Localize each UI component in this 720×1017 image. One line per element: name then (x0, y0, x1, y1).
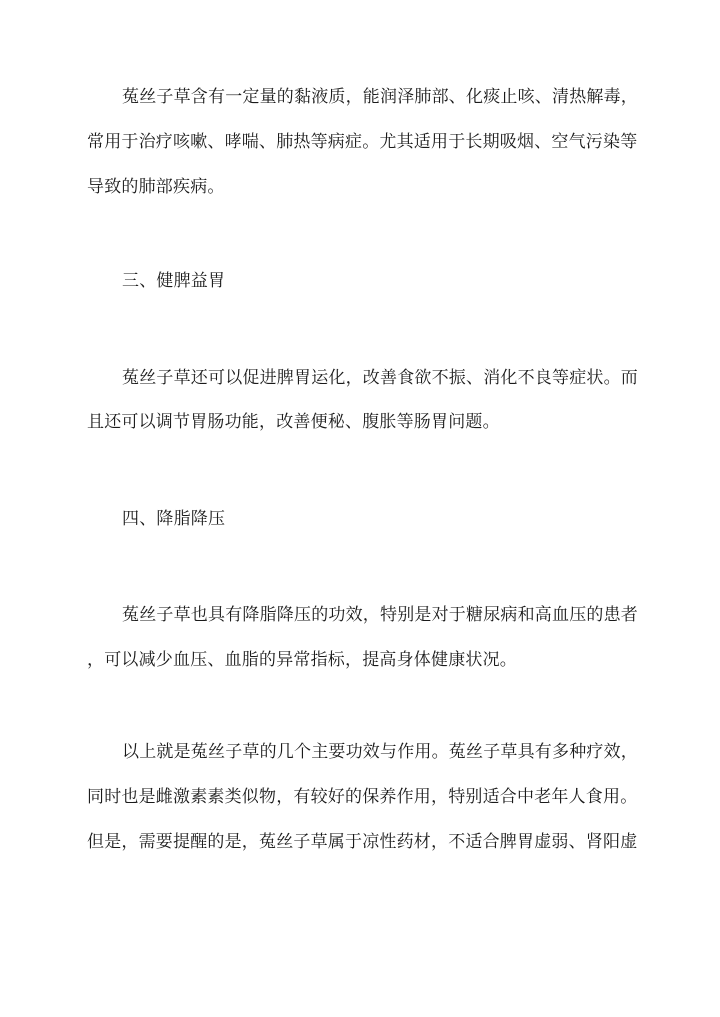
paragraph-4-line-2: 同时也是雌激素素类似物，有较好的保养作用，特别适合中老年人食用。 (87, 787, 638, 807)
paragraph-2-line-2: 且还可以调节胃肠功能，改善便秘、腹胀等肠胃问题。 (87, 412, 500, 432)
paragraph-4-line-3: 但是，需要提醒的是，菟丝子草属于凉性药材，不适合脾胃虚弱、肾阳虚 (87, 832, 638, 852)
paragraph-1-line-3: 导致的肺部疾病。 (87, 177, 225, 197)
section-heading-lipid-pressure: 四、降脂降压 (122, 509, 226, 529)
paragraph-3-line-1: 菟丝子草也具有降脂降压的功效，特别是对于糖尿病和高血压的患者 (122, 605, 638, 625)
paragraph-2-line-1: 菟丝子草还可以促进脾胃运化，改善食欲不振、消化不良等症状。而 (122, 368, 638, 388)
section-heading-spleen-stomach: 三、健脾益胃 (122, 271, 226, 291)
paragraph-3-line-2: ，可以减少血压、血脂的异常指标，提高身体健康状况。 (87, 650, 517, 670)
paragraph-1-line-1: 菟丝子草含有一定量的黏液质，能润泽肺部、化痰止咳、清热解毒， (122, 87, 638, 107)
paragraph-4-line-1: 以上就是菟丝子草的几个主要功效与作用。菟丝子草具有多种疗效， (122, 742, 638, 762)
paragraph-1-line-2: 常用于治疗咳嗽、哮喘、肺热等病症。尤其适用于长期吸烟、空气污染等 (87, 132, 638, 152)
